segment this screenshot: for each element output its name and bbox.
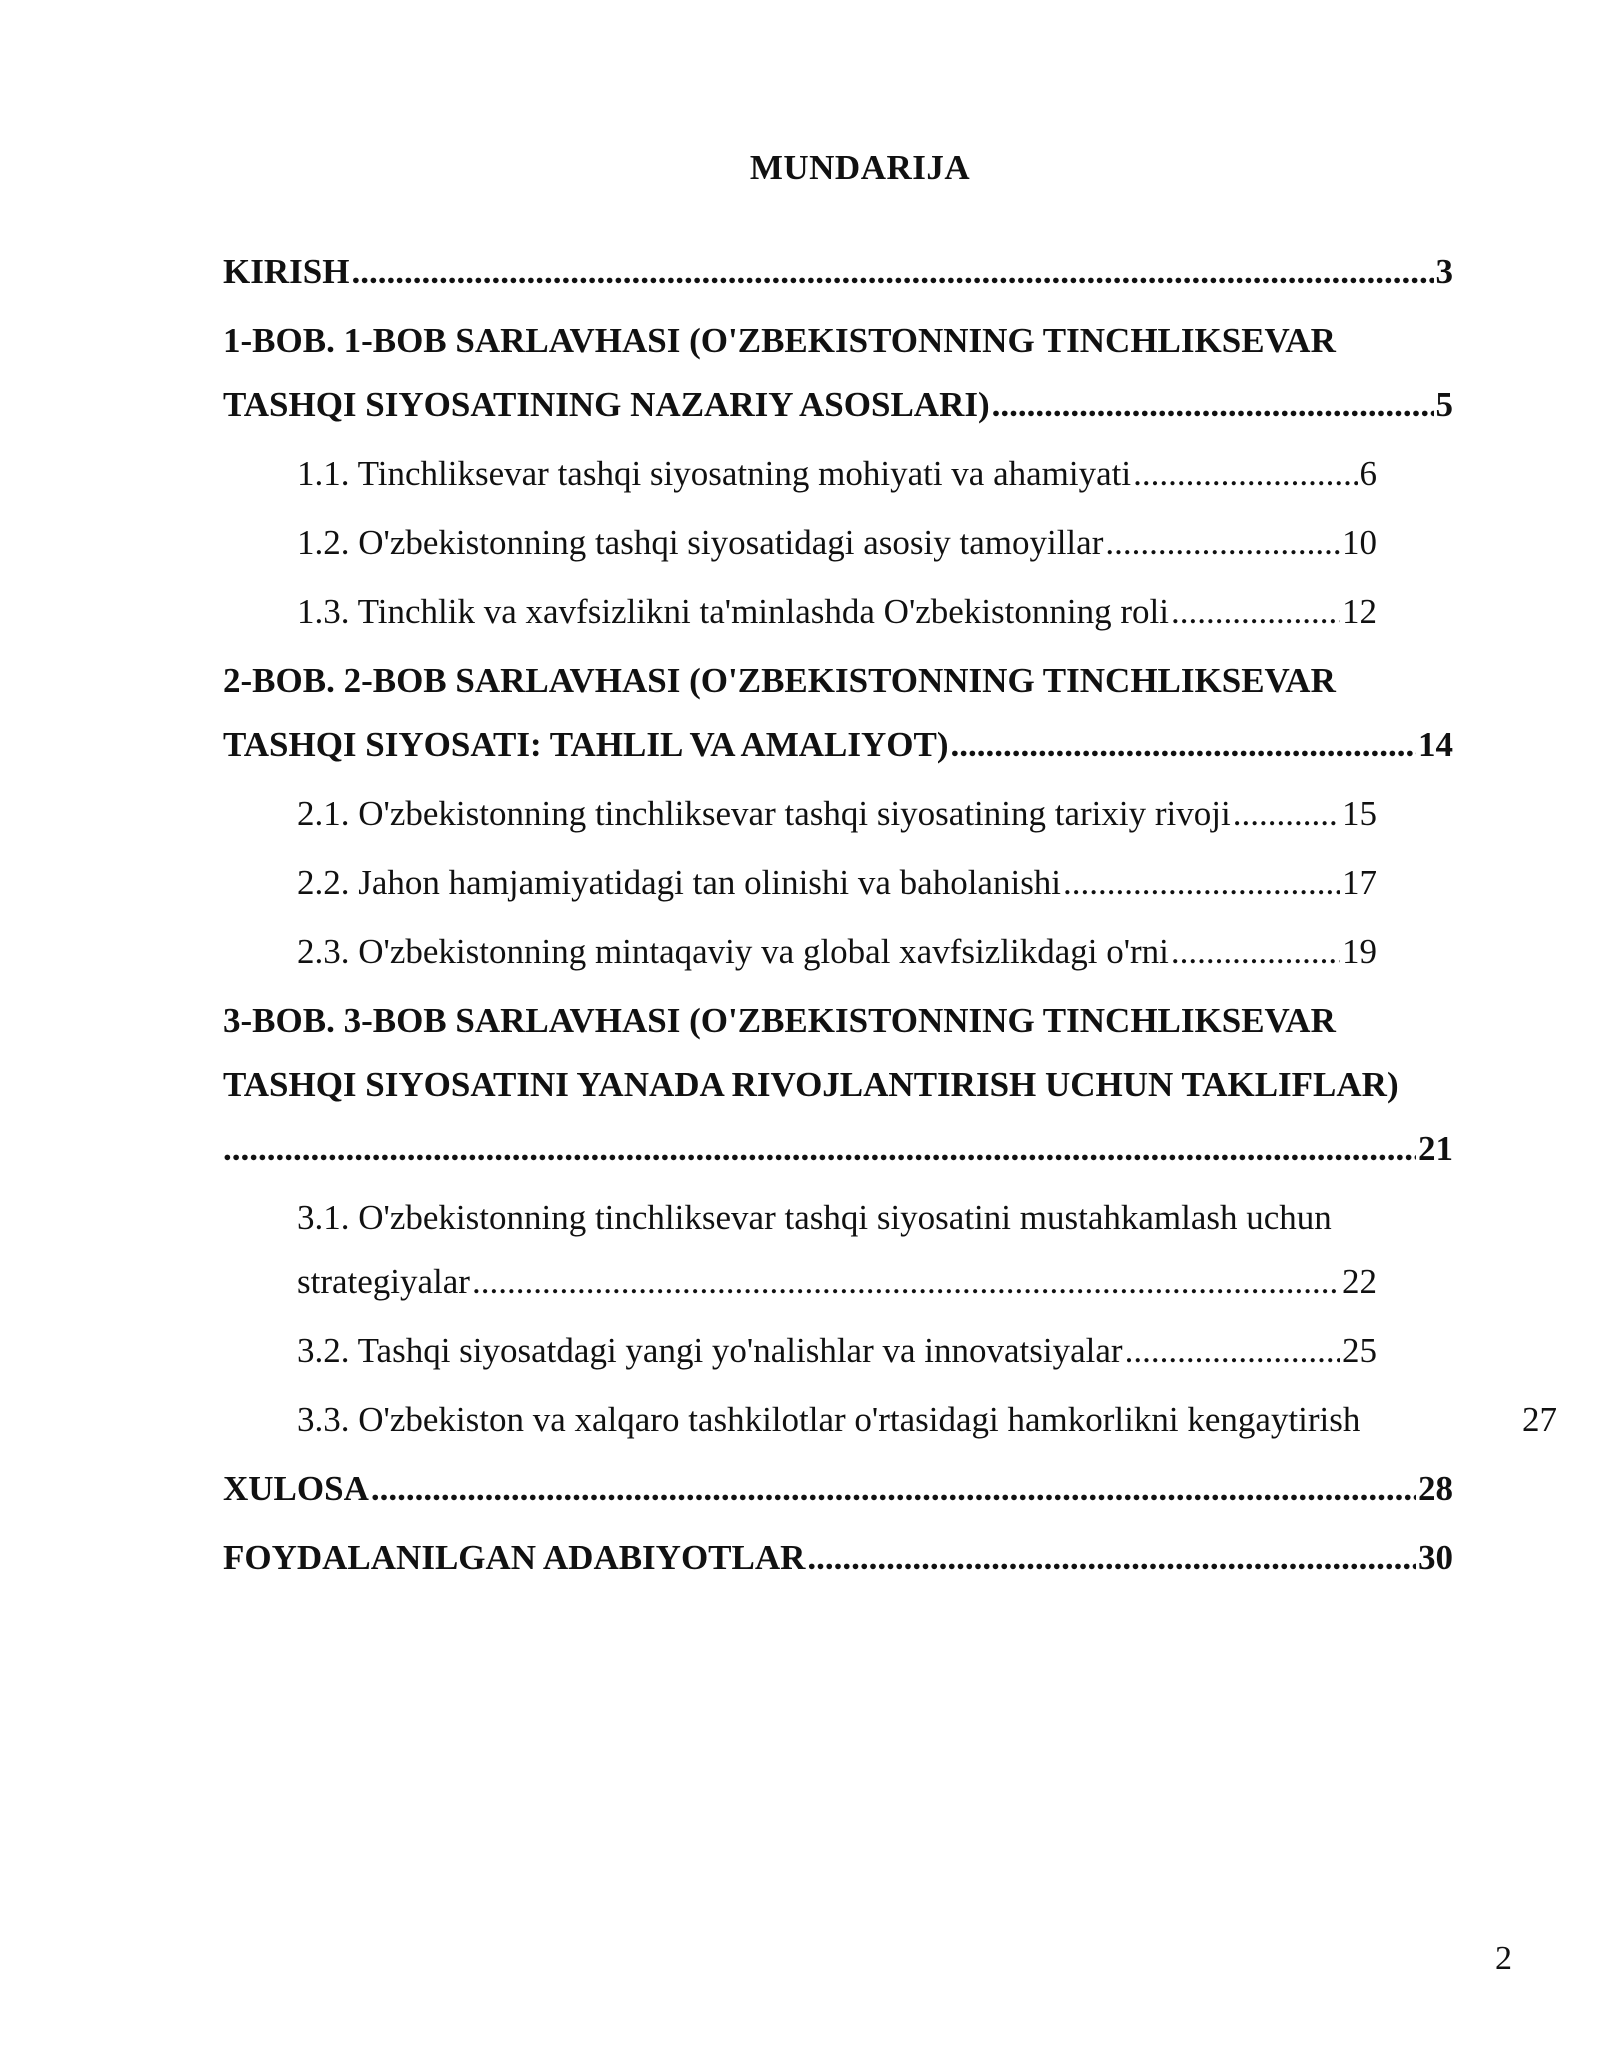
leader-dots — [371, 1457, 1416, 1521]
page-number: 2 — [1495, 1940, 1512, 1977]
toc-entry-section-2-3[interactable] — [223, 920, 1377, 984]
toc-entry-label: 2-BOB. 2-BOB SARLAVHASI (O'ZBEKISTONNING TINCHLIKSEVAR — [223, 661, 1336, 700]
table-of-contents — [223, 240, 1557, 1595]
toc-entry-label: XULOSA — [223, 1469, 369, 1508]
toc-entry-page: 21 — [1418, 1129, 1453, 1168]
toc-entry-label: 2.1. O'zbekistonning tinchliksevar tashqi siyosatining tarixiy rivoji — [297, 794, 1231, 833]
toc-entry-label: 3.1. O'zbekistonning tinchliksevar tashqi siyosatini mustahkamlash uchun — [297, 1198, 1332, 1237]
leader-dots — [1125, 1319, 1340, 1383]
toc-entry-label: 1.3. Tinchlik va xavfsizlikni ta'minlashda O'zbekistonning roli — [297, 592, 1169, 631]
leader-dots — [1171, 920, 1340, 984]
leader-dots — [1105, 511, 1340, 575]
toc-entry-section-3-1[interactable] — [223, 1186, 1377, 1314]
toc-entry-page: 6 — [1359, 454, 1377, 493]
toc-entry-chapter-3[interactable] — [223, 989, 1453, 1181]
leader-dots — [951, 713, 1417, 777]
toc-entry-label: 2.2. Jahon hamjamiyatidagi tan olinishi va baholanishi — [297, 863, 1062, 902]
toc-entry-page: 5 — [1435, 385, 1453, 424]
leader-dots — [1063, 851, 1340, 915]
toc-entry-section-2-2[interactable] — [223, 851, 1377, 915]
toc-entry-label: FOYDALANILGAN ADABIYOTLAR — [223, 1538, 806, 1577]
toc-entry-section-3-3[interactable] — [223, 1388, 1557, 1452]
toc-entry-label: 1-BOB. 1-BOB SARLAVHASI (O'ZBEKISTONNING TINCHLIKSEVAR — [223, 321, 1336, 360]
toc-entry-page: 19 — [1342, 932, 1377, 971]
toc-entry-page: 30 — [1418, 1538, 1453, 1577]
toc-entry-label-cont: TASHQI SIYOSATI: TAHLIL VA AMALIYOT) — [223, 725, 949, 764]
toc-entry-section-1-2[interactable] — [223, 511, 1377, 575]
toc-entry-section-2-1[interactable] — [223, 782, 1377, 846]
toc-entry-label: 2.3. O'zbekistonning mintaqaviy va global xavfsizlikdagi o'rni — [297, 932, 1169, 971]
toc-entry-section-3-2[interactable] — [223, 1319, 1377, 1383]
toc-entry-page: 22 — [1342, 1262, 1377, 1301]
toc-entry-label-cont: strategiyalar — [297, 1262, 470, 1301]
toc-entry-label: KIRISH — [223, 252, 350, 291]
toc-entry-page: 25 — [1342, 1331, 1377, 1370]
leader-dots — [992, 373, 1434, 437]
toc-entry-page: 12 — [1342, 592, 1377, 631]
toc-entry-page: 3 — [1435, 252, 1453, 291]
toc-entry-page: 14 — [1418, 725, 1453, 764]
toc-entry-page: 10 — [1342, 523, 1377, 562]
toc-entry-section-1-3[interactable] — [223, 580, 1377, 644]
toc-entry-label: 3-BOB. 3-BOB SARLAVHASI (O'ZBEKISTONNING TINCHLIKSEVAR — [223, 1001, 1336, 1040]
toc-entry-page: 27 — [1522, 1400, 1557, 1439]
toc-entry-label: 3.3. O'zbekiston va xalqaro tashkilotlar o'rtasidagi hamkorlikni kengaytirish — [297, 1400, 1361, 1439]
toc-entry-label-cont: TASHQI SIYOSATINING NAZARIY ASOSLARI) — [223, 385, 990, 424]
toc-title: MUNDARIJA — [749, 148, 971, 187]
leader-dots — [1133, 442, 1357, 506]
toc-entry-label: 3.2. Tashqi siyosatdagi yangi yo'nalishlar va innovatsiyalar — [297, 1331, 1123, 1370]
leader-dots — [472, 1250, 1340, 1314]
leader-dots — [223, 1117, 1416, 1181]
toc-entry-label: 1.2. O'zbekistonning tashqi siyosatidagi asosiy tamoyillar — [297, 523, 1104, 562]
leader-dots — [351, 240, 1433, 304]
toc-entry-chapter-1[interactable] — [223, 309, 1453, 437]
toc-entry-section-1-1[interactable] — [223, 442, 1377, 506]
leader-dots — [1171, 580, 1340, 644]
toc-entry-label-cont: TASHQI SIYOSATINI YANADA RIVOJLANTIRISH UCHUN TAKLIFLAR) — [223, 1065, 1399, 1104]
toc-entry-chapter-2[interactable] — [223, 649, 1453, 777]
toc-entry-xulosa[interactable] — [223, 1457, 1453, 1521]
toc-entry-page: 28 — [1418, 1469, 1453, 1508]
toc-entry-page: 15 — [1342, 794, 1377, 833]
toc-entry-references[interactable] — [223, 1526, 1453, 1590]
leader-dots — [1233, 782, 1340, 846]
toc-entry-label: 1.1. Tinchliksevar tashqi siyosatning mohiyati va ahamiyati — [297, 454, 1132, 493]
toc-entry-kirish[interactable] — [223, 240, 1453, 304]
toc-entry-page: 17 — [1342, 863, 1377, 902]
leader-dots — [807, 1526, 1416, 1590]
